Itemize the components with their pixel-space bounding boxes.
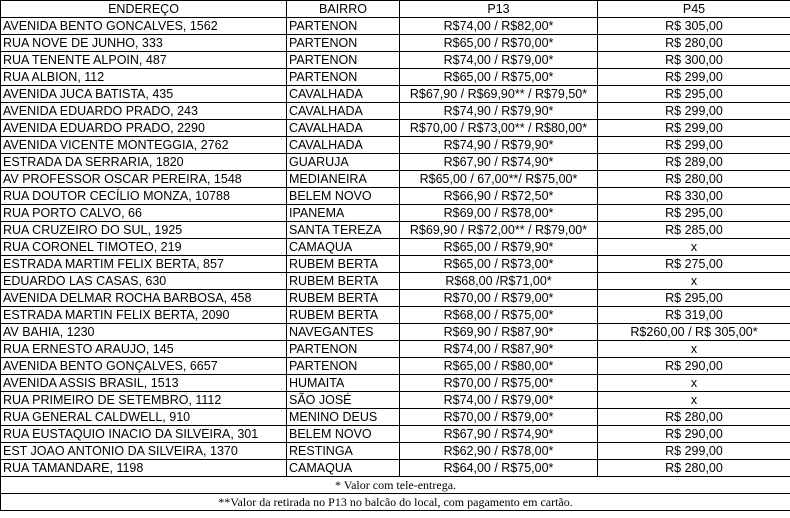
p45-price-cell: R$ 295,00 <box>598 290 790 307</box>
address-cell: ESTRADA MARTIM FELIX BERTA, 857 <box>1 256 287 273</box>
neighborhood-cell: IPANEMA <box>287 205 400 222</box>
p13-price-cell: R$74,00 / R$79,00* <box>400 52 598 69</box>
address-cell: RUA CRUZEIRO DO SUL, 1925 <box>1 222 287 239</box>
neighborhood-cell: PARTENON <box>287 18 400 35</box>
neighborhood-cell: CAVALHADA <box>287 103 400 120</box>
address-cell: RUA PRIMEIRO DE SETEMBRO, 1112 <box>1 392 287 409</box>
p13-price-cell: R$70,00 / R$75,00* <box>400 375 598 392</box>
address-cell: AVENIDA DELMAR ROCHA BARBOSA, 458 <box>1 290 287 307</box>
table-row <box>1 205 790 222</box>
table-row <box>1 375 790 392</box>
table-row <box>1 35 790 52</box>
p13-price-cell: R$65,00 / R$70,00* <box>400 35 598 52</box>
p45-price-cell: R$ 290,00 <box>598 358 790 375</box>
p45-price-cell: x <box>598 273 790 290</box>
p45-price-cell: R$ 299,00 <box>598 69 790 86</box>
table-row <box>1 86 790 103</box>
address-cell: RUA TENENTE ALPOIN, 487 <box>1 52 287 69</box>
address-cell: AV BAHIA, 1230 <box>1 324 287 341</box>
table-row <box>1 69 790 86</box>
table-row <box>1 171 790 188</box>
neighborhood-cell: NAVEGANTES <box>287 324 400 341</box>
neighborhood-cell: HUMAITA <box>287 375 400 392</box>
p13-price-cell: R$74,00 / R$82,00* <box>400 18 598 35</box>
header-row <box>1 1 790 18</box>
p13-price-cell: R$69,90 / R$72,00** / R$79,00* <box>400 222 598 239</box>
p45-price-cell: R$ 280,00 <box>598 409 790 426</box>
p13-price-cell: R$70,00 / R$79,00* <box>400 290 598 307</box>
table-row <box>1 460 790 477</box>
p13-price-cell: R$67,90 / R$74,90* <box>400 154 598 171</box>
table-row <box>1 426 790 443</box>
header-p45: P45 <box>598 1 790 18</box>
p13-price-cell: R$69,00 / R$78,00* <box>400 205 598 222</box>
p45-price-cell: R$ 299,00 <box>598 137 790 154</box>
address-cell: RUA NOVE DE JUNHO, 333 <box>1 35 287 52</box>
p45-price-cell: R$ 295,00 <box>598 205 790 222</box>
p45-price-cell: R$ 280,00 <box>598 460 790 477</box>
address-cell: RUA GENERAL CALDWELL, 910 <box>1 409 287 426</box>
p13-price-cell: R$65,00 / 67,00**/ R$75,00* <box>400 171 598 188</box>
table-row <box>1 137 790 154</box>
p45-price-cell: R$ 299,00 <box>598 443 790 460</box>
table-row <box>1 256 790 273</box>
table-row <box>1 443 790 460</box>
p13-price-cell: R$65,00 / R$75,00* <box>400 69 598 86</box>
table-row <box>1 324 790 341</box>
address-cell: AVENIDA BENTO GONÇALVES, 6657 <box>1 358 287 375</box>
neighborhood-cell: CAMAQUA <box>287 460 400 477</box>
p13-price-cell: R$64,00 / R$75,00* <box>400 460 598 477</box>
neighborhood-cell: RESTINGA <box>287 443 400 460</box>
p13-price-cell: R$74,90 / R$79,90* <box>400 137 598 154</box>
address-cell: RUA ERNESTO ARAUJO, 145 <box>1 341 287 358</box>
table-row <box>1 239 790 256</box>
p13-price-cell: R$74,90 / R$79,90* <box>400 103 598 120</box>
neighborhood-cell: PARTENON <box>287 52 400 69</box>
address-cell: ESTRADA MARTIN FELIX BERTA, 2090 <box>1 307 287 324</box>
p45-price-cell: R$ 300,00 <box>598 52 790 69</box>
p45-price-cell: x <box>598 239 790 256</box>
table-row <box>1 341 790 358</box>
address-cell: EST JOAO ANTONIO DA SILVEIRA, 1370 <box>1 443 287 460</box>
neighborhood-cell: SANTA TEREZA <box>287 222 400 239</box>
header-bairro: BAIRRO <box>287 1 400 18</box>
address-cell: RUA EUSTAQUIO INACIO DA SILVEIRA, 301 <box>1 426 287 443</box>
p13-price-cell: R$67,90 / R$74,90* <box>400 426 598 443</box>
header-endereco: ENDEREÇO <box>1 1 287 18</box>
p13-price-cell: R$70,00 / R$79,00* <box>400 409 598 426</box>
table-row <box>1 52 790 69</box>
p13-price-cell: R$74,00 / R$87,90* <box>400 341 598 358</box>
address-cell: RUA CORONEL TIMOTEO, 219 <box>1 239 287 256</box>
address-cell: AVENIDA JUCA BATISTA, 435 <box>1 86 287 103</box>
neighborhood-cell: CAVALHADA <box>287 120 400 137</box>
neighborhood-cell: PARTENON <box>287 358 400 375</box>
address-cell: RUA TAMANDARE, 1198 <box>1 460 287 477</box>
neighborhood-cell: BELEM NOVO <box>287 188 400 205</box>
footnote-pickup: **Valor da retirada no P13 no balcão do local, com pagamento em cartão. <box>1 494 790 511</box>
neighborhood-cell: RUBEM BERTA <box>287 307 400 324</box>
neighborhood-cell: CAVALHADA <box>287 137 400 154</box>
table-row <box>1 18 790 35</box>
neighborhood-cell: CAVALHADA <box>287 86 400 103</box>
p45-price-cell: R$ 275,00 <box>598 256 790 273</box>
p13-price-cell: R$68,00 /R$71,00* <box>400 273 598 290</box>
p45-price-cell: R$260,00 / R$ 305,00* <box>598 324 790 341</box>
p45-price-cell: R$ 299,00 <box>598 103 790 120</box>
p45-price-cell: R$ 305,00 <box>598 18 790 35</box>
address-cell: RUA ALBION, 112 <box>1 69 287 86</box>
p13-price-cell: R$68,00 / R$75,00* <box>400 307 598 324</box>
footnote-row <box>1 477 790 494</box>
neighborhood-cell: GUARUJA <box>287 154 400 171</box>
p13-price-cell: R$67,90 / R$69,90** / R$79,50* <box>400 86 598 103</box>
address-cell: AVENIDA EDUARDO PRADO, 2290 <box>1 120 287 137</box>
neighborhood-cell: MEDIANEIRA <box>287 171 400 188</box>
neighborhood-cell: RUBEM BERTA <box>287 273 400 290</box>
neighborhood-cell: BELEM NOVO <box>287 426 400 443</box>
p13-price-cell: R$65,00 / R$80,00* <box>400 358 598 375</box>
address-cell: AVENIDA EDUARDO PRADO, 243 <box>1 103 287 120</box>
neighborhood-cell: CAMAQUA <box>287 239 400 256</box>
p45-price-cell: x <box>598 341 790 358</box>
address-cell: RUA DOUTOR CECÍLIO MONZA, 10788 <box>1 188 287 205</box>
p13-price-cell: R$70,00 / R$73,00** / R$80,00* <box>400 120 598 137</box>
footnote-delivery: * Valor com tele-entrega. <box>1 477 790 494</box>
p45-price-cell: R$ 280,00 <box>598 171 790 188</box>
p13-price-cell: R$62,90 / R$78,00* <box>400 443 598 460</box>
table-row <box>1 103 790 120</box>
address-cell: AVENIDA BENTO GONCALVES, 1562 <box>1 18 287 35</box>
table-row <box>1 273 790 290</box>
p13-price-cell: R$65,00 / R$73,00* <box>400 256 598 273</box>
table-row <box>1 154 790 171</box>
neighborhood-cell: PARTENON <box>287 69 400 86</box>
p13-price-cell: R$74,00 / R$79,00* <box>400 392 598 409</box>
p13-price-cell: R$65,00 / R$79,90* <box>400 239 598 256</box>
p13-price-cell: R$69,90 / R$87,90* <box>400 324 598 341</box>
table-row <box>1 392 790 409</box>
p45-price-cell: R$ 285,00 <box>598 222 790 239</box>
table-row <box>1 222 790 239</box>
header-p13: P13 <box>400 1 598 18</box>
table-row <box>1 358 790 375</box>
p13-price-cell: R$66,90 / R$72,50* <box>400 188 598 205</box>
address-cell: RUA PORTO CALVO, 66 <box>1 205 287 222</box>
p45-price-cell: R$ 290,00 <box>598 426 790 443</box>
neighborhood-cell: SÃO JOSÉ <box>287 392 400 409</box>
table-row <box>1 120 790 137</box>
neighborhood-cell: RUBEM BERTA <box>287 256 400 273</box>
table-row <box>1 409 790 426</box>
p45-price-cell: R$ 330,00 <box>598 188 790 205</box>
table-row <box>1 307 790 324</box>
address-cell: ESTRADA DA SERRARIA, 1820 <box>1 154 287 171</box>
p45-price-cell: R$ 289,00 <box>598 154 790 171</box>
neighborhood-cell: MENINO DEUS <box>287 409 400 426</box>
p45-price-cell: x <box>598 392 790 409</box>
address-cell: AVENIDA VICENTE MONTEGGIA, 2762 <box>1 137 287 154</box>
p45-price-cell: R$ 295,00 <box>598 86 790 103</box>
address-cell: EDUARDO LAS CASAS, 630 <box>1 273 287 290</box>
table-row <box>1 188 790 205</box>
neighborhood-cell: RUBEM BERTA <box>287 290 400 307</box>
p45-price-cell: R$ 299,00 <box>598 120 790 137</box>
table-row <box>1 290 790 307</box>
p45-price-cell: R$ 280,00 <box>598 35 790 52</box>
footnote-row <box>1 494 790 511</box>
address-cell: AV PROFESSOR OSCAR PEREIRA, 1548 <box>1 171 287 188</box>
address-cell: AVENIDA ASSIS BRASIL, 1513 <box>1 375 287 392</box>
neighborhood-cell: PARTENON <box>287 35 400 52</box>
neighborhood-cell: PARTENON <box>287 341 400 358</box>
p45-price-cell: R$ 319,00 <box>598 307 790 324</box>
p45-price-cell: x <box>598 375 790 392</box>
